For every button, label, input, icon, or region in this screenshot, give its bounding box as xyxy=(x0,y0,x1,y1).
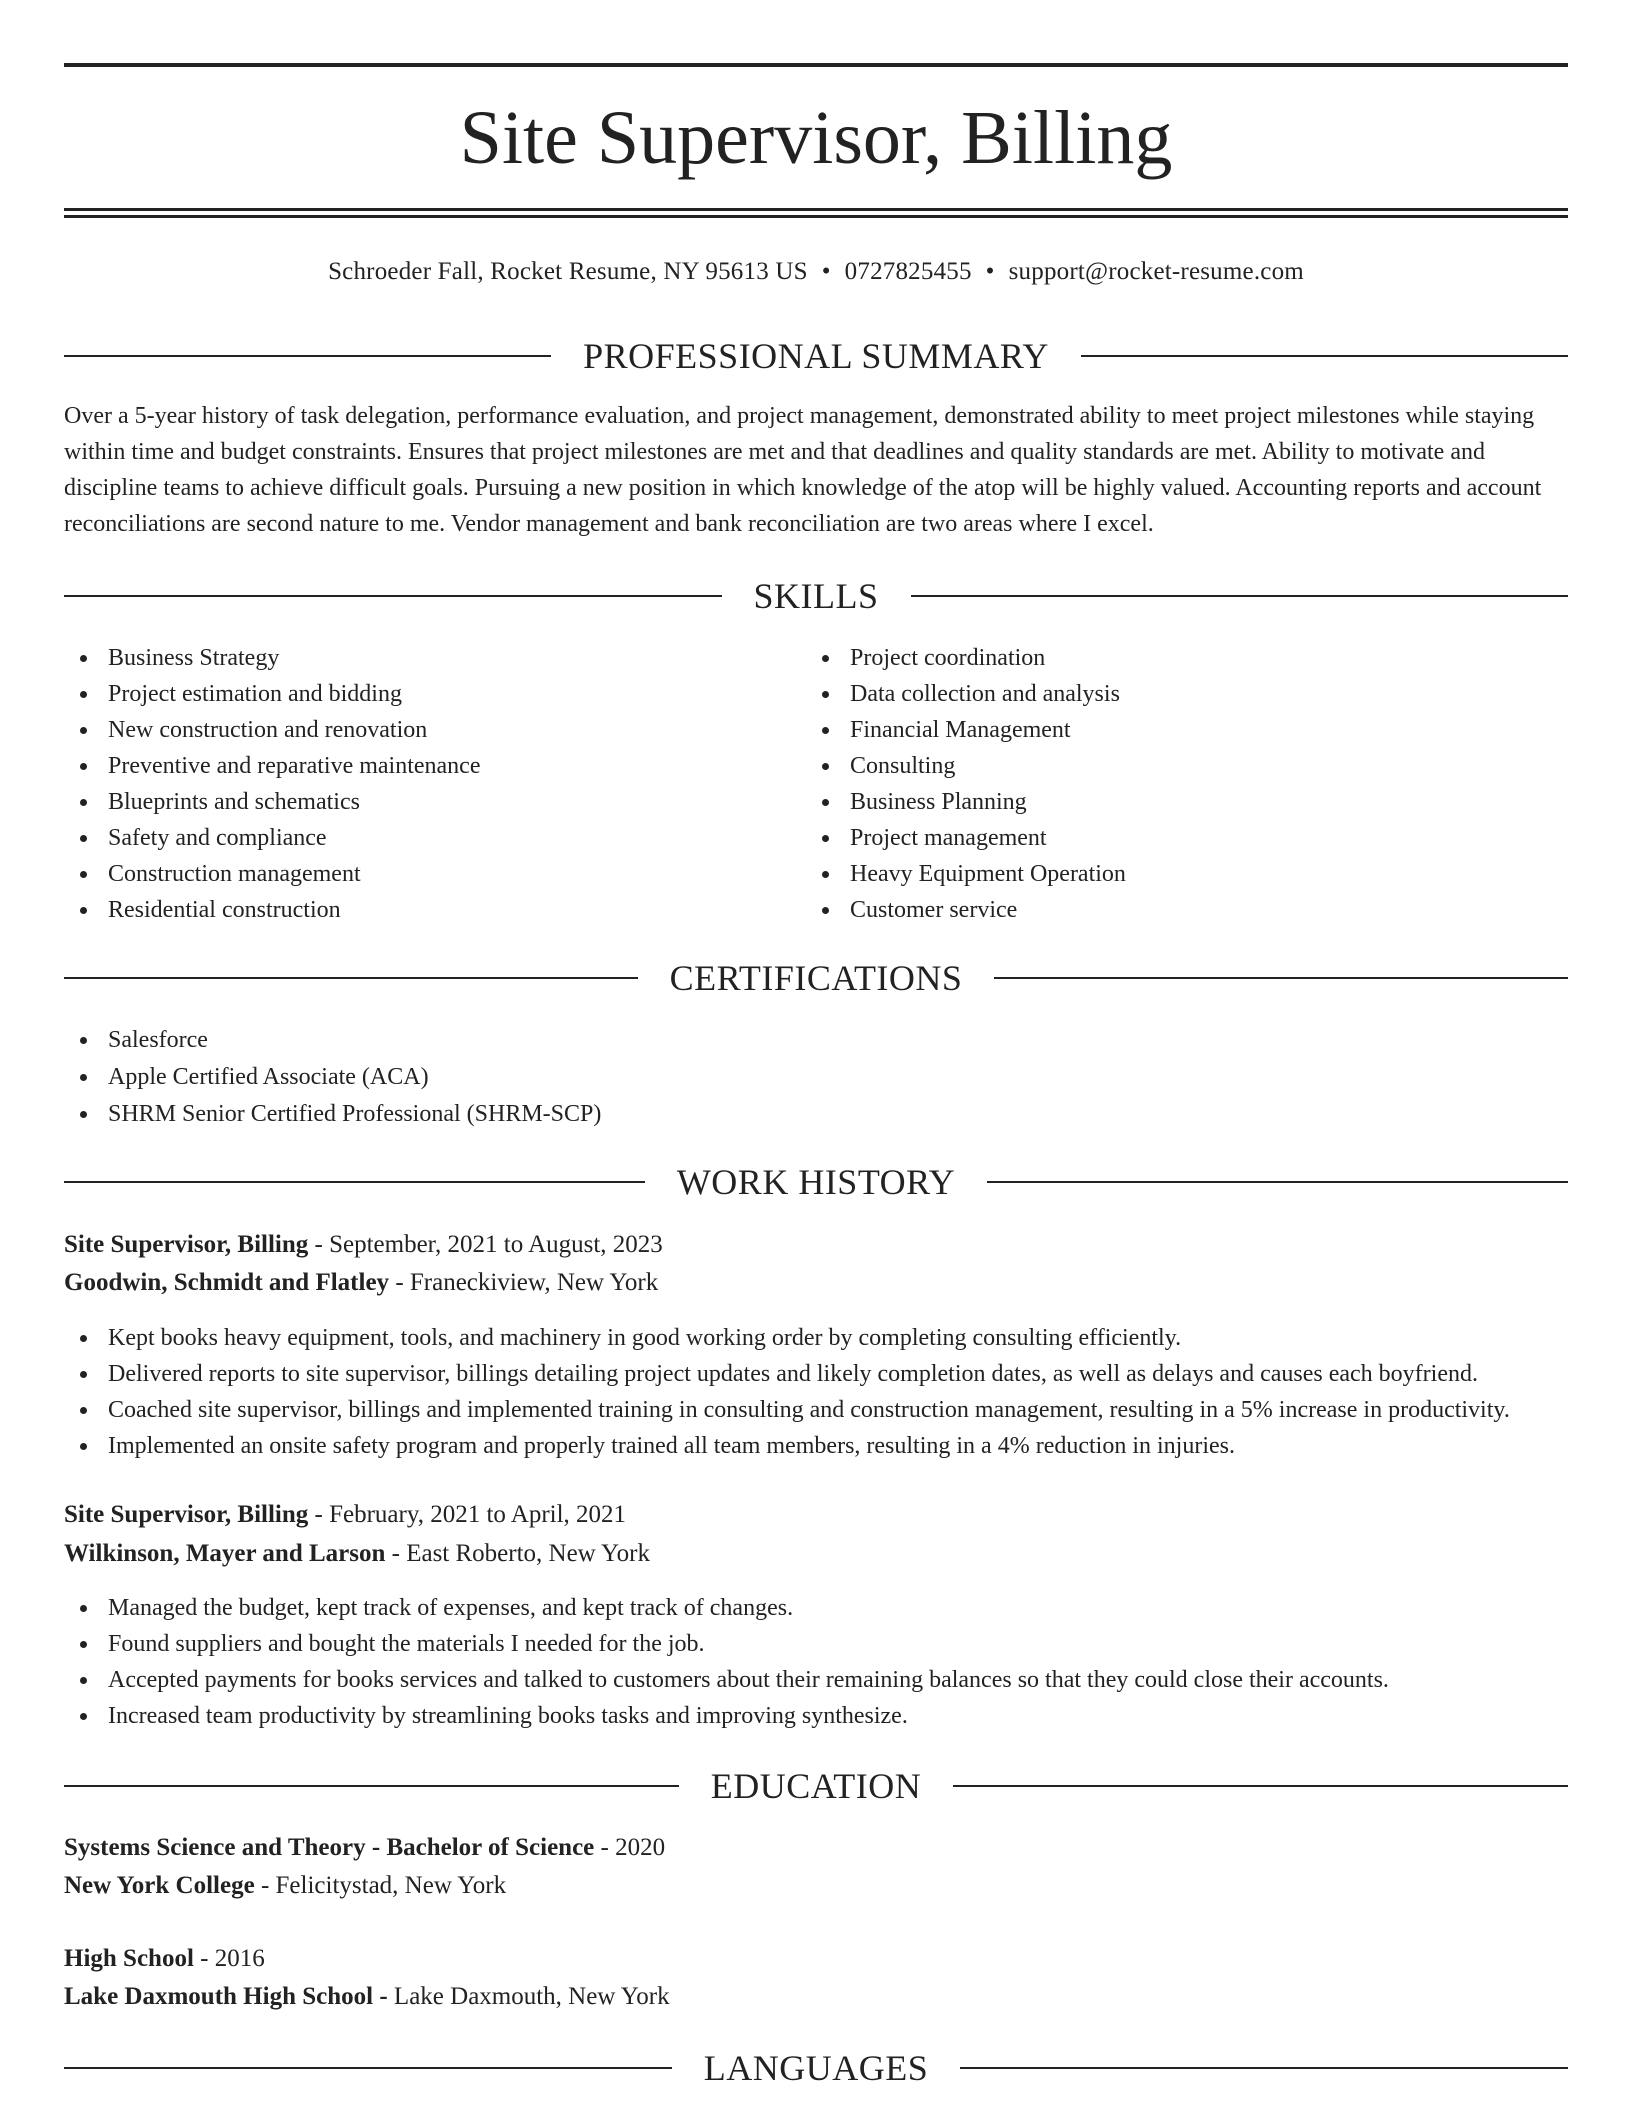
list-item: Accepted payments for books services and talked to customers about their remaining balances so that they could close their accounts. xyxy=(64,1662,1389,1698)
heading-rule xyxy=(64,595,722,597)
page-title: Site Supervisor, Billing xyxy=(459,96,1173,180)
education-school-line xyxy=(64,1979,1568,2015)
heading-rule xyxy=(953,1785,1568,1787)
list-item: SHRM Senior Certified Professional (SHRM-SCP) xyxy=(64,1096,601,1133)
list-item: Business Planning xyxy=(806,784,1126,820)
list-item: Residential construction xyxy=(64,892,480,928)
section-heading-education xyxy=(64,1764,1568,1808)
list-item: Safety and compliance xyxy=(64,820,480,856)
list-item: Managed the budget, kept track of expenses, and kept track of changes. xyxy=(64,1590,1389,1626)
skills-list-left xyxy=(64,640,480,928)
job-title: Site Supervisor, Billing xyxy=(64,1231,309,1258)
heading-rule xyxy=(64,355,551,357)
list-item: Business Strategy xyxy=(64,640,480,676)
list-item: Customer service xyxy=(806,892,1126,928)
job-title: Site Supervisor, Billing xyxy=(64,1501,309,1528)
list-item: Construction management xyxy=(64,856,480,892)
section-title: EDUCATION xyxy=(710,1766,922,1806)
skills-list-right xyxy=(806,640,1126,928)
contact-email: support@rocket-resume.com xyxy=(1008,258,1304,285)
job-dates: - February, 2021 to April, 2021 xyxy=(308,1501,627,1528)
job-company: Goodwin, Schmidt and Flatley xyxy=(64,1269,390,1296)
list-item: Increased team productivity by streamlining books tasks and improving synthesize. xyxy=(64,1698,1389,1734)
contact-address: Schroeder Fall, Rocket Resume, NY 95613 US xyxy=(328,258,808,285)
heading-rule xyxy=(994,977,1568,979)
job-title-line xyxy=(64,1227,1568,1263)
list-item: New construction and renovation xyxy=(64,712,480,748)
list-item: Project estimation and bidding xyxy=(64,676,480,712)
job-title-line xyxy=(64,1497,1568,1533)
section-heading-work-history xyxy=(64,1160,1568,1204)
list-item: Salesforce xyxy=(64,1022,601,1059)
section-title: SKILLS xyxy=(753,576,879,616)
education-location: - Felicitystad, New York xyxy=(254,1872,507,1899)
list-item: Preventive and reparative maintenance xyxy=(64,748,480,784)
list-item: Delivered reports to site supervisor, billings detailing project updates and likely completion dates, as well as delays and causes each boyfriend. xyxy=(64,1356,1510,1392)
list-item: Apple Certified Associate (ACA) xyxy=(64,1059,601,1096)
education-school: Lake Daxmouth High School - xyxy=(64,1983,388,2010)
list-item: Consulting xyxy=(806,748,1126,784)
title-double-rule xyxy=(64,208,1568,218)
heading-rule xyxy=(960,2067,1568,2069)
heading-rule xyxy=(64,977,638,979)
contact-separator: • xyxy=(985,258,995,285)
section-title: WORK HISTORY xyxy=(676,1162,956,1202)
job-location: - Franeckiview, New York xyxy=(389,1269,659,1296)
top-rule xyxy=(64,63,1568,67)
list-item: Found suppliers and bought the materials I needed for the job. xyxy=(64,1626,1389,1662)
job-location: - East Roberto, New York xyxy=(385,1540,650,1567)
heading-rule xyxy=(64,1181,645,1183)
section-title: PROFESSIONAL SUMMARY xyxy=(583,336,1049,376)
list-item: Implemented an onsite safety program and properly trained all team members, resulting in a 4% reduction in injuries. xyxy=(64,1428,1510,1464)
education-degree: High School xyxy=(64,1945,194,1972)
section-heading-languages xyxy=(64,2046,1568,2090)
section-heading-skills xyxy=(64,574,1568,618)
contact-separator: • xyxy=(821,258,831,285)
section-title: LANGUAGES xyxy=(703,2048,929,2088)
list-item: Project management xyxy=(806,820,1126,856)
education-degree-line xyxy=(64,1941,1568,1977)
job-company-line xyxy=(64,1536,1568,1572)
list-item: Heavy Equipment Operation xyxy=(806,856,1126,892)
job-dates: - September, 2021 to August, 2023 xyxy=(308,1231,663,1258)
education-school: New York College xyxy=(64,1872,255,1899)
contact-phone: 0727825455 xyxy=(844,258,972,285)
list-item: Blueprints and schematics xyxy=(64,784,480,820)
certifications-list xyxy=(64,1022,601,1133)
section-title: CERTIFICATIONS xyxy=(669,958,963,998)
job-company-line xyxy=(64,1265,1568,1301)
education-school-line xyxy=(64,1868,1568,1904)
education-year: - 2016 xyxy=(193,1945,265,1972)
education-year: - 2020 xyxy=(594,1834,666,1861)
list-item: Financial Management xyxy=(806,712,1126,748)
summary-text: Over a 5-year history of task delegation, performance evaluation, and project management, demonstrated ability to meet project milestones while staying within time and budget constraints. Ensures that project milestones are met and that deadlines and quality standards are met. Ability to motivate and discipline teams to achieve difficult goals. Pursuing a new position in which knowledge of the atop will be highly valued. Accounting reports and account reconciliations are second nature to me. Vendor management and bank reconciliation are two areas where I excel. xyxy=(64,403,1542,537)
job-bullets xyxy=(64,1320,1510,1464)
list-item: Project coordination xyxy=(806,640,1126,676)
heading-rule xyxy=(1081,355,1568,357)
heading-rule xyxy=(64,1785,679,1787)
heading-rule xyxy=(987,1181,1568,1183)
job-company: Wilkinson, Mayer and Larson xyxy=(64,1540,386,1567)
section-heading-summary xyxy=(64,334,1568,378)
heading-rule xyxy=(64,2067,672,2069)
list-item: Coached site supervisor, billings and implemented training in consulting and construction management, resulting in a 5% increase in productivity. xyxy=(64,1392,1510,1428)
list-item: Data collection and analysis xyxy=(806,676,1126,712)
list-item: Kept books heavy equipment, tools, and machinery in good working order by completing consulting efficiently. xyxy=(64,1320,1510,1356)
job-bullets xyxy=(64,1590,1389,1734)
section-heading-certifications xyxy=(64,956,1568,1000)
education-degree: Systems Science and Theory - Bachelor of Science xyxy=(64,1834,595,1861)
education-location: Lake Daxmouth, New York xyxy=(387,1983,670,2010)
education-degree-line xyxy=(64,1830,1568,1866)
contact-line xyxy=(64,254,1568,290)
heading-rule xyxy=(911,595,1569,597)
